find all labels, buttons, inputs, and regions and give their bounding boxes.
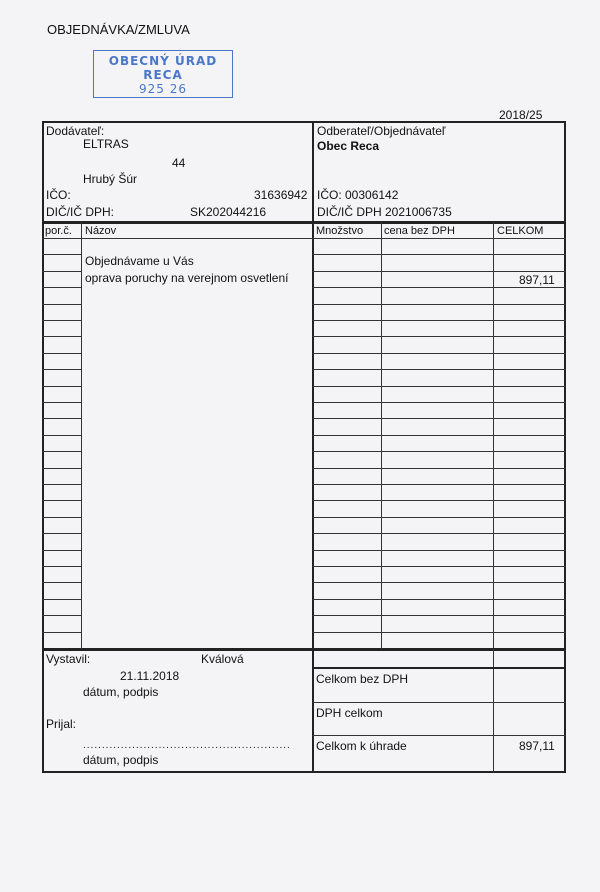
stamp-line-2: RECA xyxy=(143,68,183,82)
item-text-line-2: oprava poruchy na verejnom osvetlení xyxy=(85,271,289,285)
table-row-line xyxy=(312,287,566,288)
table-row-line xyxy=(42,550,81,551)
sign-label-2: dátum, podpis xyxy=(83,753,159,767)
table-row-line xyxy=(312,484,566,485)
totals-line-3 xyxy=(312,735,566,736)
table-row-line xyxy=(42,238,566,239)
table-row-line xyxy=(42,566,81,567)
issued-by: Kválová xyxy=(201,652,244,666)
table-row-line xyxy=(42,287,81,288)
stamp-line-1: OBECNÝ ÚRAD xyxy=(108,54,218,68)
supplier-label: Dodávateľ: xyxy=(46,124,105,138)
table-row-line xyxy=(42,632,81,633)
table-row-line xyxy=(312,615,566,616)
supplier-ico-label: IČO: xyxy=(46,188,71,202)
col-header-name: Názov xyxy=(85,225,117,237)
supplier-city: Hrubý Šúr xyxy=(83,172,138,186)
table-row-line xyxy=(42,599,81,600)
table-row-line xyxy=(312,271,566,272)
table-row-line xyxy=(42,451,81,452)
table-row-line xyxy=(42,533,81,534)
totals-line-2 xyxy=(312,702,566,703)
table-row-line xyxy=(42,336,81,337)
vat-label: DPH celkom xyxy=(316,706,383,720)
buyer-label: Odberateľ/Objednávateľ xyxy=(317,124,446,138)
document-number: 2018/25 xyxy=(499,108,543,122)
to-pay-label: Celkom k úhrade xyxy=(316,739,407,753)
item-text-line-1: Objednávame u Vás xyxy=(85,254,194,268)
table-row-line xyxy=(312,566,566,567)
table-row-line xyxy=(312,320,566,321)
table-row-line xyxy=(312,418,566,419)
table-row-line xyxy=(42,386,81,387)
table-row-line xyxy=(42,304,81,305)
table-row-line xyxy=(312,533,566,534)
col-header-price: cena bez DPH xyxy=(384,225,455,237)
parties-divider xyxy=(312,121,314,223)
table-row-line xyxy=(312,582,566,583)
totals-line-1 xyxy=(312,667,566,669)
buyer-ico: IČO: 00306142 xyxy=(317,188,399,202)
table-row-line xyxy=(312,599,566,600)
supplier-name: ELTRAS xyxy=(83,137,129,151)
col-header-total: CELKOM xyxy=(497,225,544,237)
supplier-ico: 31636942 xyxy=(254,188,308,202)
table-row-line xyxy=(312,402,566,403)
col-header-qty: Množstvo xyxy=(316,225,364,237)
issued-label: Vystavil: xyxy=(46,652,91,666)
table-row-line xyxy=(42,435,81,436)
table-row-line xyxy=(42,271,81,272)
signature-dots: ....................................................... xyxy=(83,740,291,751)
supplier-dic: SK202044216 xyxy=(190,205,267,219)
table-row-line xyxy=(312,353,566,354)
to-pay-value: 897,11 xyxy=(519,739,555,753)
received-label: Prijal: xyxy=(46,717,77,731)
office-stamp xyxy=(93,50,233,98)
table-row-line xyxy=(42,353,81,354)
issue-date: 21.11.2018 xyxy=(120,669,180,683)
col-divider-1 xyxy=(81,222,82,650)
table-row-line xyxy=(312,468,566,469)
table-row-line xyxy=(42,500,81,501)
table-row-line xyxy=(42,582,81,583)
table-row-line xyxy=(312,304,566,305)
table-row-line xyxy=(42,418,81,419)
table-row-line xyxy=(42,517,81,518)
table-row-line xyxy=(312,386,566,387)
table-row-line xyxy=(312,451,566,452)
table-row-line xyxy=(312,435,566,436)
table-row-line xyxy=(312,336,566,337)
supplier-house-number: 44 xyxy=(172,156,186,170)
table-row-line xyxy=(42,320,81,321)
supplier-dic-label: DIČ/IČ DPH: xyxy=(46,205,115,219)
buyer-dic: DIČ/IČ DPH 2021006735 xyxy=(317,205,452,219)
table-row-line xyxy=(42,484,81,485)
col-header-no: por.č. xyxy=(45,225,72,237)
table-row-line xyxy=(42,468,81,469)
table-row-line xyxy=(312,254,566,255)
without-vat-label: Celkom bez DPH xyxy=(316,672,409,686)
table-row-line xyxy=(312,517,566,518)
table-row-line xyxy=(42,615,81,616)
table-row-line xyxy=(42,402,81,403)
table-row-line xyxy=(312,500,566,501)
table-row-line xyxy=(312,550,566,551)
sign-label-1: dátum, podpis xyxy=(83,685,159,699)
table-row-line xyxy=(312,632,566,633)
table-row-line xyxy=(42,369,81,370)
item-total: 897,11 xyxy=(519,273,555,287)
table-row-line xyxy=(42,254,81,255)
document-title: OBJEDNÁVKA/ZMLUVA xyxy=(47,22,190,37)
table-row-line xyxy=(312,369,566,370)
stamp-line-3: 925 26 xyxy=(139,82,187,96)
buyer-name: Obec Reca xyxy=(317,139,380,153)
